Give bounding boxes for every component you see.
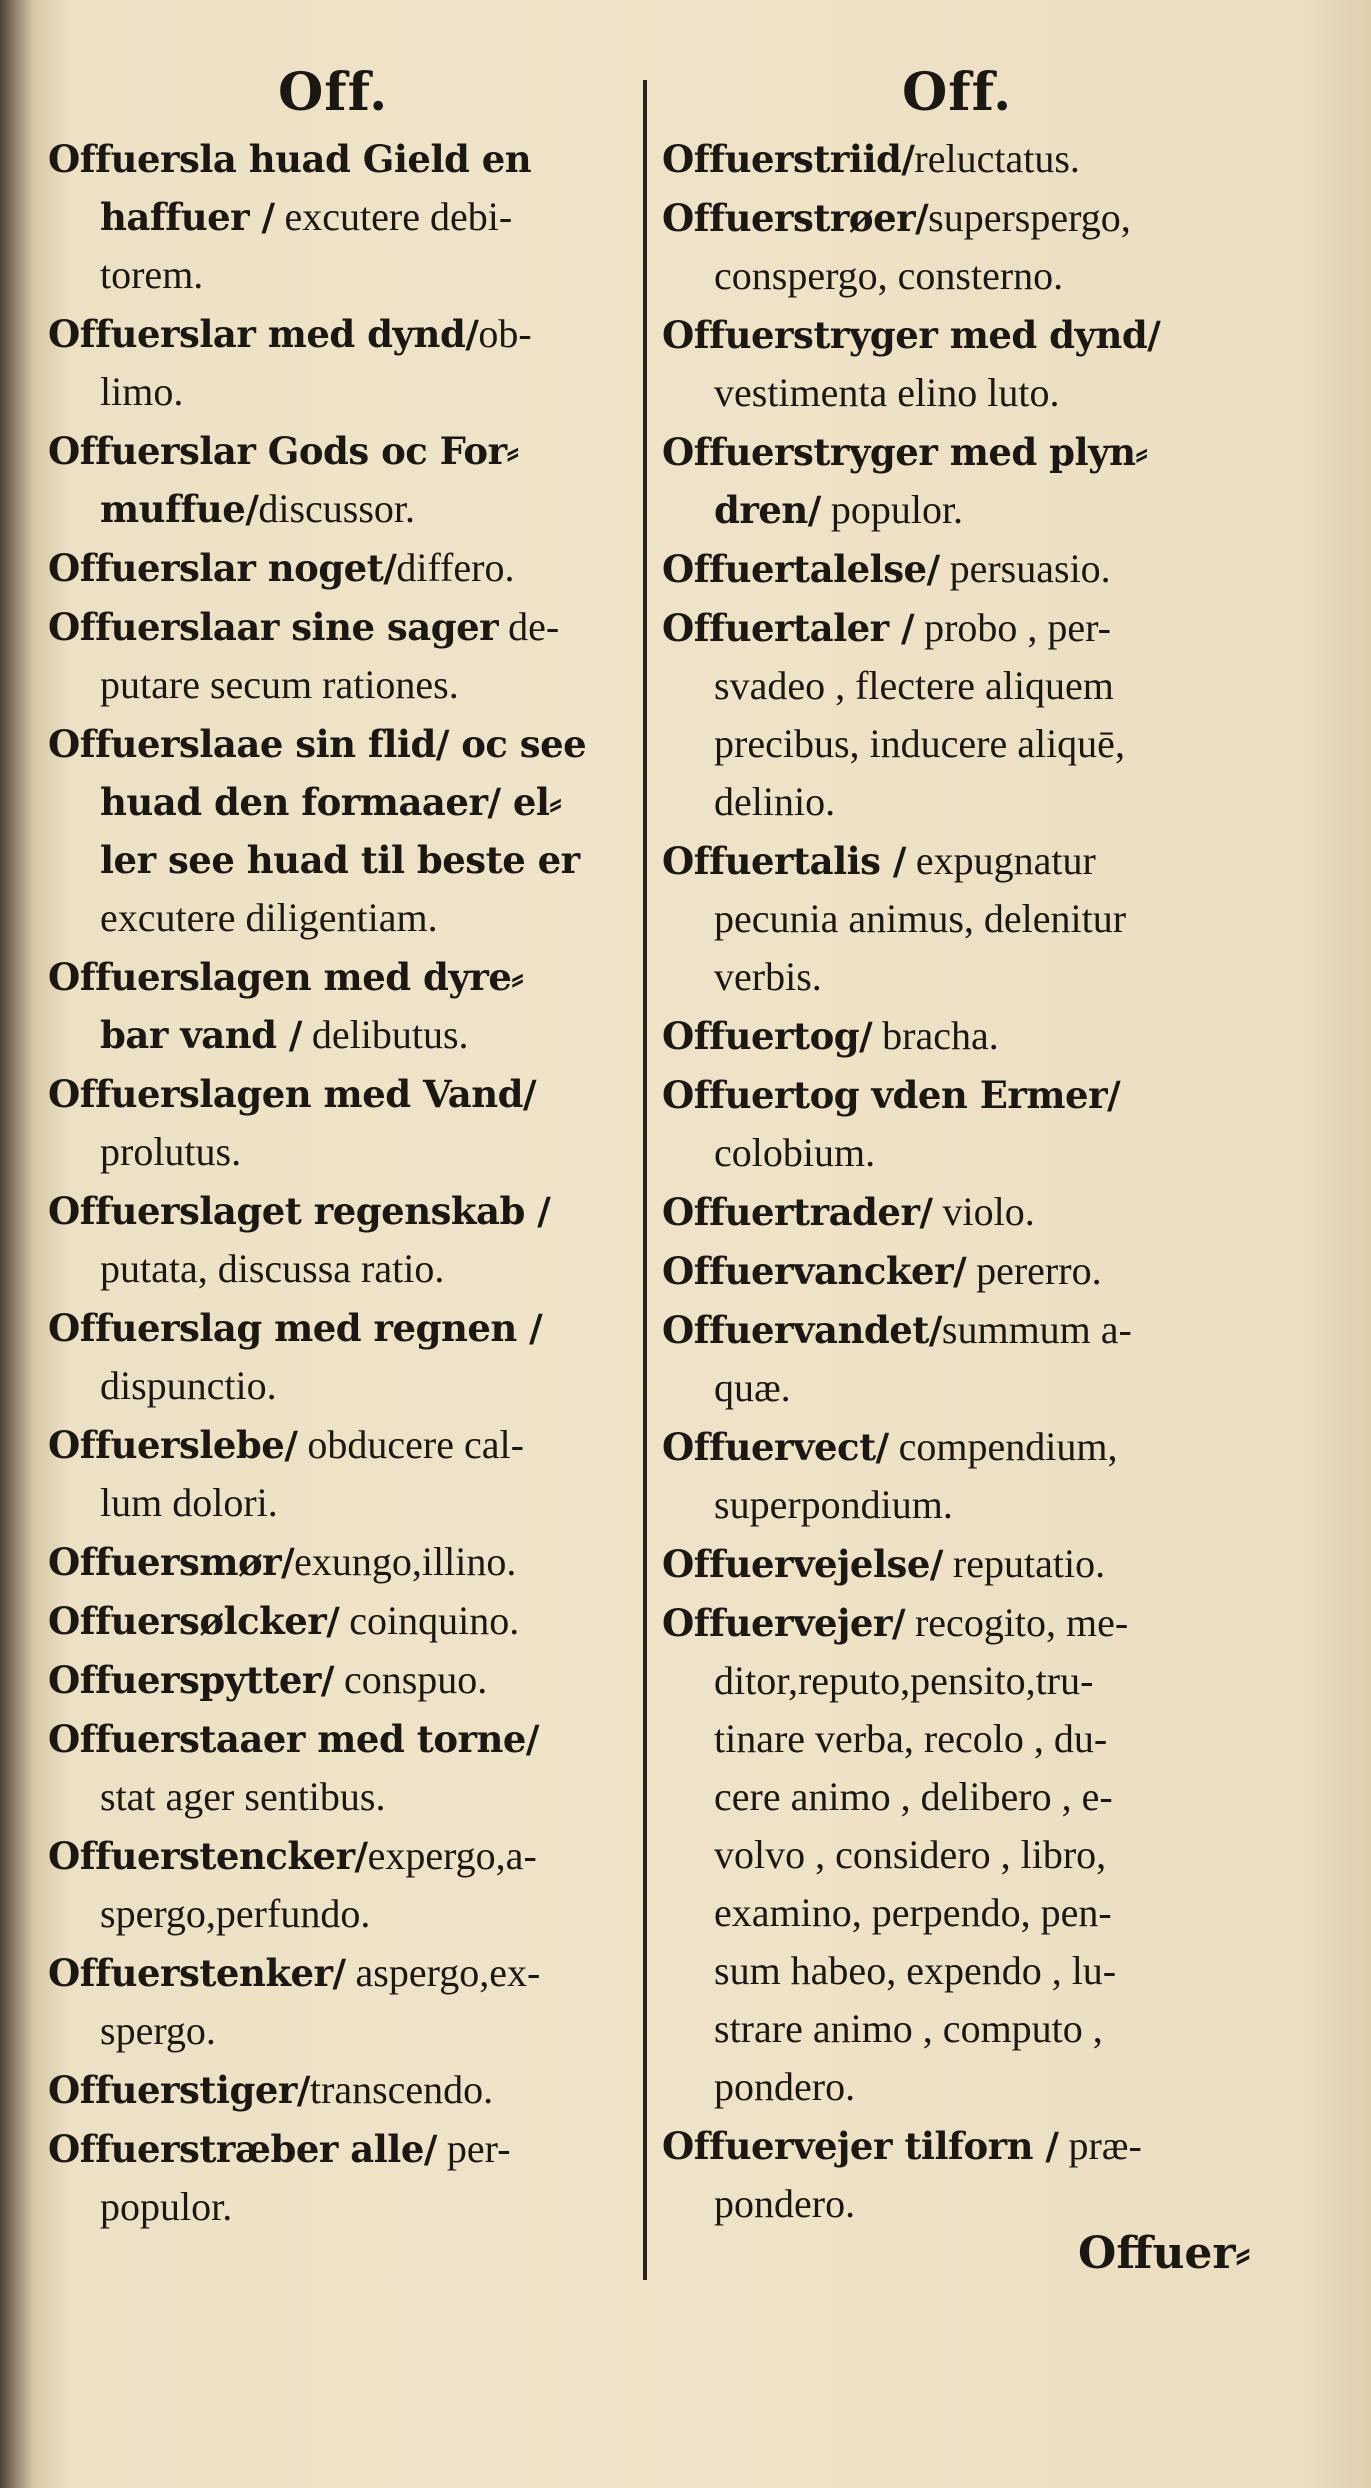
entry-line [48, 1592, 648, 1650]
entry-line [662, 1359, 1284, 1417]
entry-line [48, 363, 648, 421]
latin-gloss: quæ. [714, 1365, 791, 1410]
latin-gloss: compendium, [888, 1424, 1118, 1469]
entry-line [662, 481, 1284, 539]
entry-line [662, 1710, 1284, 1768]
dictionary-entry [48, 1651, 648, 1709]
latin-gloss: conspergo, consterno. [714, 253, 1064, 298]
entry-line [662, 773, 1284, 831]
headword: Offuerslagen med Vand/ [48, 1072, 537, 1116]
entry-line [662, 1652, 1284, 1710]
latin-gloss: volvo , considero , libro, [714, 1832, 1107, 1877]
entry-line [662, 2175, 1284, 2233]
latin-gloss: præ- [1058, 2123, 1142, 2168]
entry-line [48, 598, 648, 656]
entry-line [48, 1651, 648, 1709]
latin-gloss: violo. [932, 1189, 1035, 1234]
entry-line [48, 2061, 648, 2119]
latin-gloss: verbis. [714, 954, 822, 999]
dictionary-entry [48, 1944, 648, 2060]
headword: dren/ [714, 488, 821, 532]
dictionary-entry [662, 1535, 1284, 1593]
headword: Offuerspytter/ [48, 1658, 334, 1702]
entry-line [48, 1474, 648, 1532]
dictionary-entry [662, 1066, 1284, 1182]
latin-gloss: aspergo,ex- [345, 1950, 541, 1995]
entry-line [662, 1768, 1284, 1826]
latin-gloss: conspuo. [333, 1657, 488, 1702]
latin-gloss: reluctatus. [914, 136, 1080, 181]
dictionary-entry [662, 2117, 1284, 2233]
entry-line [48, 1416, 648, 1474]
dictionary-entry [662, 130, 1284, 188]
latin-gloss: excutere diligentiam. [100, 895, 438, 940]
entry-line [48, 2120, 648, 2178]
headword: Offuertog/ [662, 1014, 873, 1058]
headword: Offuerslebe/ [48, 1423, 298, 1467]
latin-gloss: exungo,illino. [294, 1539, 517, 1584]
entry-line [662, 1301, 1284, 1359]
headword: Offuerstaaer med torne/ [48, 1717, 539, 1761]
latin-gloss: delibutus. [301, 1012, 469, 1057]
headword: Offuersølcker/ [48, 1599, 340, 1643]
entry-line [48, 1533, 648, 1591]
headword: Offuerslag med regnen / [48, 1306, 543, 1350]
latin-gloss: dispunctio. [100, 1363, 277, 1408]
headword: Offuertrader/ [662, 1190, 933, 1234]
headword: Offuertalelse/ [662, 547, 940, 591]
latin-gloss: tinare verba, recolo , du- [714, 1716, 1108, 1761]
entry-line [48, 305, 648, 363]
entry-line [48, 1357, 648, 1415]
latin-gloss: probo , per- [914, 605, 1111, 650]
entry-line [48, 831, 648, 889]
headword: Offuerslaar sine sager [48, 605, 499, 649]
headword: Offuerslar med dynd/ [48, 312, 479, 356]
dictionary-entry [48, 1299, 648, 1415]
latin-gloss: coinquino. [339, 1598, 520, 1643]
dictionary-entry [48, 539, 648, 597]
latin-gloss: persuasio. [939, 546, 1111, 591]
dictionary-entry [662, 1301, 1284, 1417]
latin-gloss: superpondium. [714, 1482, 953, 1527]
headword: Offuervect/ [662, 1425, 889, 1469]
dictionary-entry [662, 1594, 1284, 2116]
latin-gloss: populor. [100, 2184, 233, 2229]
headword: Offuervandet/ [662, 1308, 942, 1352]
headword: haffuer / [100, 195, 275, 239]
entry-line [662, 247, 1284, 305]
entry-line [48, 1299, 648, 1357]
latin-gloss: summum a- [941, 1307, 1132, 1352]
entry-line [48, 2002, 648, 2060]
dictionary-entry [48, 1827, 648, 1943]
latin-gloss: ob- [478, 311, 532, 356]
left-column [48, 130, 648, 2237]
headword: Offuerstenker/ [48, 1951, 346, 1995]
latin-gloss: torem. [100, 252, 204, 297]
entry-line [662, 1066, 1284, 1124]
running-header-right: Off. [902, 62, 1013, 123]
latin-gloss: stat ager sentibus. [100, 1774, 386, 1819]
entry-line [48, 480, 648, 538]
entry-line [662, 364, 1284, 422]
latin-gloss: spergo. [100, 2008, 216, 2053]
entry-line [662, 1826, 1284, 1884]
latin-gloss: recogito, me- [904, 1600, 1129, 1645]
dictionary-entry [48, 2061, 648, 2119]
entry-line [48, 422, 648, 480]
latin-gloss: putata, discussa ratio. [100, 1246, 445, 1291]
latin-gloss: populor. [820, 487, 964, 532]
latin-gloss: differo. [396, 545, 515, 590]
headword: Offuersla huad Gield en [48, 137, 532, 181]
latin-gloss: reputatio. [942, 1541, 1106, 1586]
entry-line [48, 948, 648, 1006]
entry-line [48, 130, 648, 188]
entry-line [48, 889, 648, 947]
latin-gloss: spergo,perfundo. [100, 1891, 371, 1936]
headword: Offuervejer/ [662, 1601, 905, 1645]
entry-line [48, 1240, 648, 1298]
entry-line [662, 2117, 1284, 2175]
entry-line [662, 189, 1284, 247]
latin-gloss: putare secum rationes. [100, 662, 459, 707]
entry-line [48, 656, 648, 714]
entry-line [48, 1065, 648, 1123]
entry-line [48, 188, 648, 246]
entry-line [48, 715, 648, 773]
entry-line [662, 1884, 1284, 1942]
entry-line [48, 539, 648, 597]
latin-gloss: expugnatur [905, 838, 1096, 883]
entry-line [662, 1007, 1284, 1065]
latin-gloss: examino, perpendo, pen- [714, 1890, 1112, 1935]
headword: Offuerslaget regenskab / [48, 1189, 551, 1233]
headword: Offuerslar Gods oc For⸗ [48, 429, 519, 473]
entry-line [662, 1535, 1284, 1593]
latin-gloss: bracha. [872, 1013, 999, 1058]
headword: Offuerstræber alle/ [48, 2127, 437, 2171]
entry-line [662, 715, 1284, 773]
latin-gloss: cere animo , delibero , e- [714, 1774, 1113, 1819]
entry-line [662, 423, 1284, 481]
entry-line [662, 130, 1284, 188]
latin-gloss: precibus, inducere aliquē, [714, 721, 1125, 766]
dictionary-entry [662, 189, 1284, 305]
entry-line [48, 2178, 648, 2236]
latin-gloss: de- [498, 604, 560, 649]
latin-gloss: vestimenta elino luto. [714, 370, 1060, 415]
dictionary-entry [48, 1182, 648, 1298]
latin-gloss: colobium. [714, 1130, 876, 1175]
entry-line [662, 1124, 1284, 1182]
latin-gloss: pererro. [966, 1248, 1102, 1293]
headword: Offuervejelse/ [662, 1542, 943, 1586]
headword: Offuerslar noget/ [48, 546, 397, 590]
entry-line [662, 1242, 1284, 1300]
headword: Offuertaler / [662, 606, 915, 650]
dictionary-entry [48, 948, 648, 1064]
latin-gloss: prolutus. [100, 1129, 242, 1174]
headword: Offuertog vden Ermer/ [662, 1073, 1121, 1117]
headword: huad den formaaer/ el⸗ [100, 780, 562, 824]
headword: Offuervancker/ [662, 1249, 967, 1293]
headword: ler see huad til beste er [100, 838, 580, 882]
latin-gloss: pecunia animus, delenitur [714, 896, 1127, 941]
headword: Offuerslaae sin flid/ oc see [48, 722, 587, 766]
entry-line [48, 773, 648, 831]
dictionary-entry [48, 598, 648, 714]
entry-line [662, 1942, 1284, 2000]
latin-gloss: delinio. [714, 779, 836, 824]
entry-line [48, 1006, 648, 1064]
entry-line [48, 1827, 648, 1885]
dictionary-entry [48, 1533, 648, 1591]
dictionary-entry [662, 1007, 1284, 1065]
entry-line [662, 832, 1284, 890]
latin-gloss: svadeo , flectere aliquem [714, 663, 1114, 708]
entry-line [662, 1183, 1284, 1241]
dictionary-entry [662, 1183, 1284, 1241]
dictionary-entry [48, 715, 648, 947]
entry-line [662, 657, 1284, 715]
entry-line [662, 1418, 1284, 1476]
latin-gloss: strare animo , computo , [714, 2006, 1103, 2051]
latin-gloss: pondero. [714, 2181, 856, 2226]
headword: Offuervejer tilforn / [662, 2124, 1059, 2168]
headword: muffue/ [100, 487, 259, 531]
dictionary-entry [662, 599, 1284, 831]
headword: Offuerstryger med dynd/ [662, 313, 1161, 357]
dictionary-entry [662, 1418, 1284, 1534]
dictionary-entry [48, 1592, 648, 1650]
entry-line [662, 890, 1284, 948]
entry-line [662, 599, 1284, 657]
dictionary-entry [48, 422, 648, 538]
entry-line [48, 1710, 648, 1768]
headword: Offuerstencker/ [48, 1834, 368, 1878]
entry-line [662, 1594, 1284, 1652]
latin-gloss: superspergo, [928, 195, 1131, 240]
entry-line [662, 1476, 1284, 1534]
entry-line [48, 1768, 648, 1826]
dictionary-entry [662, 540, 1284, 598]
dictionary-entry [48, 1416, 648, 1532]
headword: Offuerstryger med plyn⸗ [662, 430, 1148, 474]
entry-line [48, 1944, 648, 2002]
latin-gloss: ditor,reputo,pensito,tru- [714, 1658, 1094, 1703]
entry-line [662, 948, 1284, 1006]
latin-gloss: sum habeo, expendo , lu- [714, 1948, 1117, 1993]
latin-gloss: limo. [100, 369, 184, 414]
latin-gloss: discussor. [258, 486, 416, 531]
dictionary-entry [48, 2120, 648, 2236]
headword: bar vand / [100, 1013, 302, 1057]
entry-line [48, 1885, 648, 1943]
entry-line [48, 1123, 648, 1181]
dictionary-entry [48, 1065, 648, 1181]
latin-gloss: expergo,a- [367, 1833, 537, 1878]
dictionary-entry [48, 305, 648, 421]
headword: Offuertalis / [662, 839, 906, 883]
entry-line [48, 246, 648, 304]
entry-line [48, 1182, 648, 1240]
headword: Offuersmør/ [48, 1540, 295, 1584]
latin-gloss: obducere cal- [297, 1422, 524, 1467]
catchword: Offuer⸗ [1078, 2228, 1251, 2279]
latin-gloss: excutere debi- [274, 194, 513, 239]
entry-line [662, 2058, 1284, 2116]
headword: Offuerstiger/ [48, 2068, 310, 2112]
dictionary-entry [662, 306, 1284, 422]
headword: Offuerstriid/ [662, 137, 915, 181]
dictionary-entry [48, 1710, 648, 1826]
latin-gloss: transcendo. [309, 2067, 494, 2112]
latin-gloss: per- [436, 2126, 511, 2171]
dictionary-entry [48, 130, 648, 304]
running-header-left: Off. [278, 62, 389, 123]
latin-gloss: lum dolori. [100, 1480, 278, 1525]
headword: Offuerstrøer/ [662, 196, 929, 240]
dictionary-entry [662, 1242, 1284, 1300]
headword: Offuerslagen med dyre⸗ [48, 955, 524, 999]
dictionary-entry [662, 832, 1284, 1006]
entry-line [662, 540, 1284, 598]
latin-gloss: pondero. [714, 2064, 856, 2109]
dictionary-entry [662, 423, 1284, 539]
entry-line [662, 2000, 1284, 2058]
right-column [662, 130, 1284, 2234]
entry-line [662, 306, 1284, 364]
